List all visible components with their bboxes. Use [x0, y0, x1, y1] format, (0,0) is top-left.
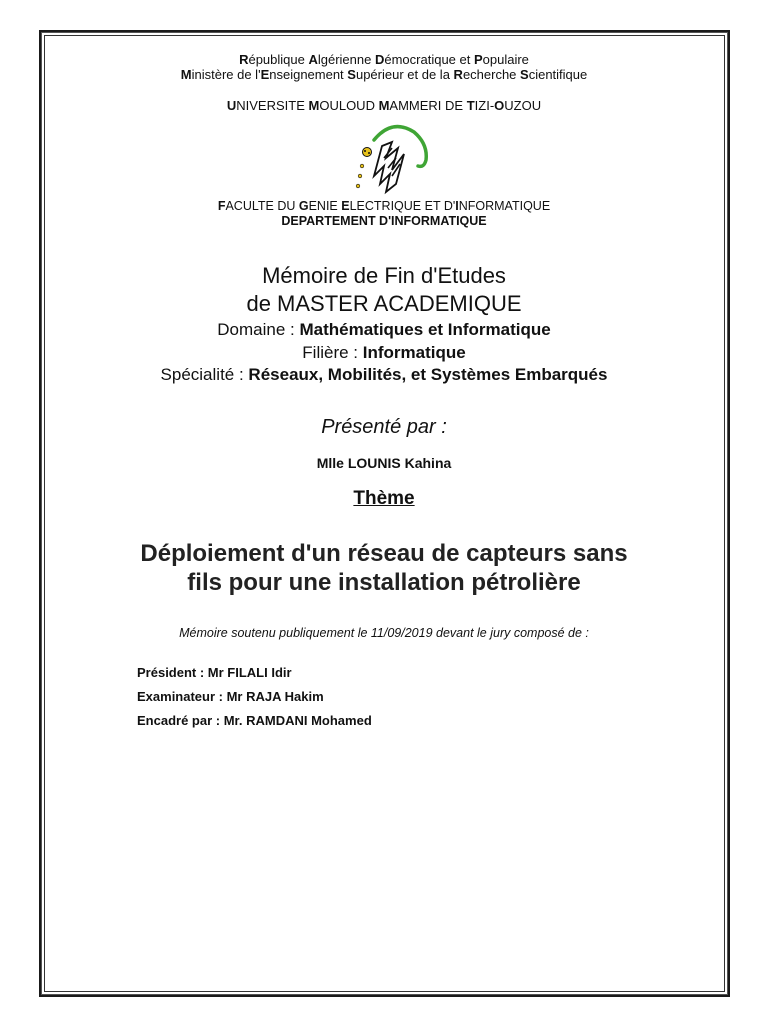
republic-line: République Algérienne Démocratique et Populaire	[239, 52, 529, 67]
jury-examiner: Examinateur : Mr RAJA Hakim	[137, 689, 324, 704]
thesis-topic-line2: fils pour une installation pétrolière	[187, 569, 581, 596]
filiere-line: Filière : Informatique	[302, 343, 466, 362]
specialite-line: Spécialité : Réseaux, Mobilités, et Systèmes Embarqués	[160, 365, 608, 384]
university-line: UNIVERSITE MOULOUD MAMMERI DE TIZI-OUZOU	[226, 98, 542, 113]
jury-president: Président : Mr FILALI Idir	[137, 665, 292, 680]
domaine-line: Domaine : Mathématiques et Informatique	[217, 320, 551, 339]
department-line: DEPARTEMENT D'INFORMATIQUE	[281, 214, 487, 228]
theme-label: Thème	[353, 488, 415, 509]
jury-supervisor: Encadré par : Mr. RAMDANI Mohamed	[137, 713, 372, 728]
presented-by-label: Présenté par :	[321, 416, 447, 438]
faculty-line: FACULTE DU GENIE ELECTRIQUE ET D'INFORMATIQUE	[217, 199, 551, 213]
university-logo-icon	[352, 118, 432, 198]
memoire-title-line2: de MASTER ACADEMIQUE	[246, 291, 522, 316]
author-name: Mlle LOUNIS Kahina	[316, 455, 452, 471]
thesis-topic-line1: Déploiement d'un réseau de capteurs sans	[140, 540, 628, 567]
ministry-line: Ministère de l'Enseignement Supérieur et de la Recherche Scientifique	[180, 67, 588, 82]
memoire-title-line1: Mémoire de Fin d'Etudes	[262, 263, 506, 288]
defense-statement: Mémoire soutenu publiquement le 11/09/2019 devant le jury composé de :	[179, 626, 589, 640]
